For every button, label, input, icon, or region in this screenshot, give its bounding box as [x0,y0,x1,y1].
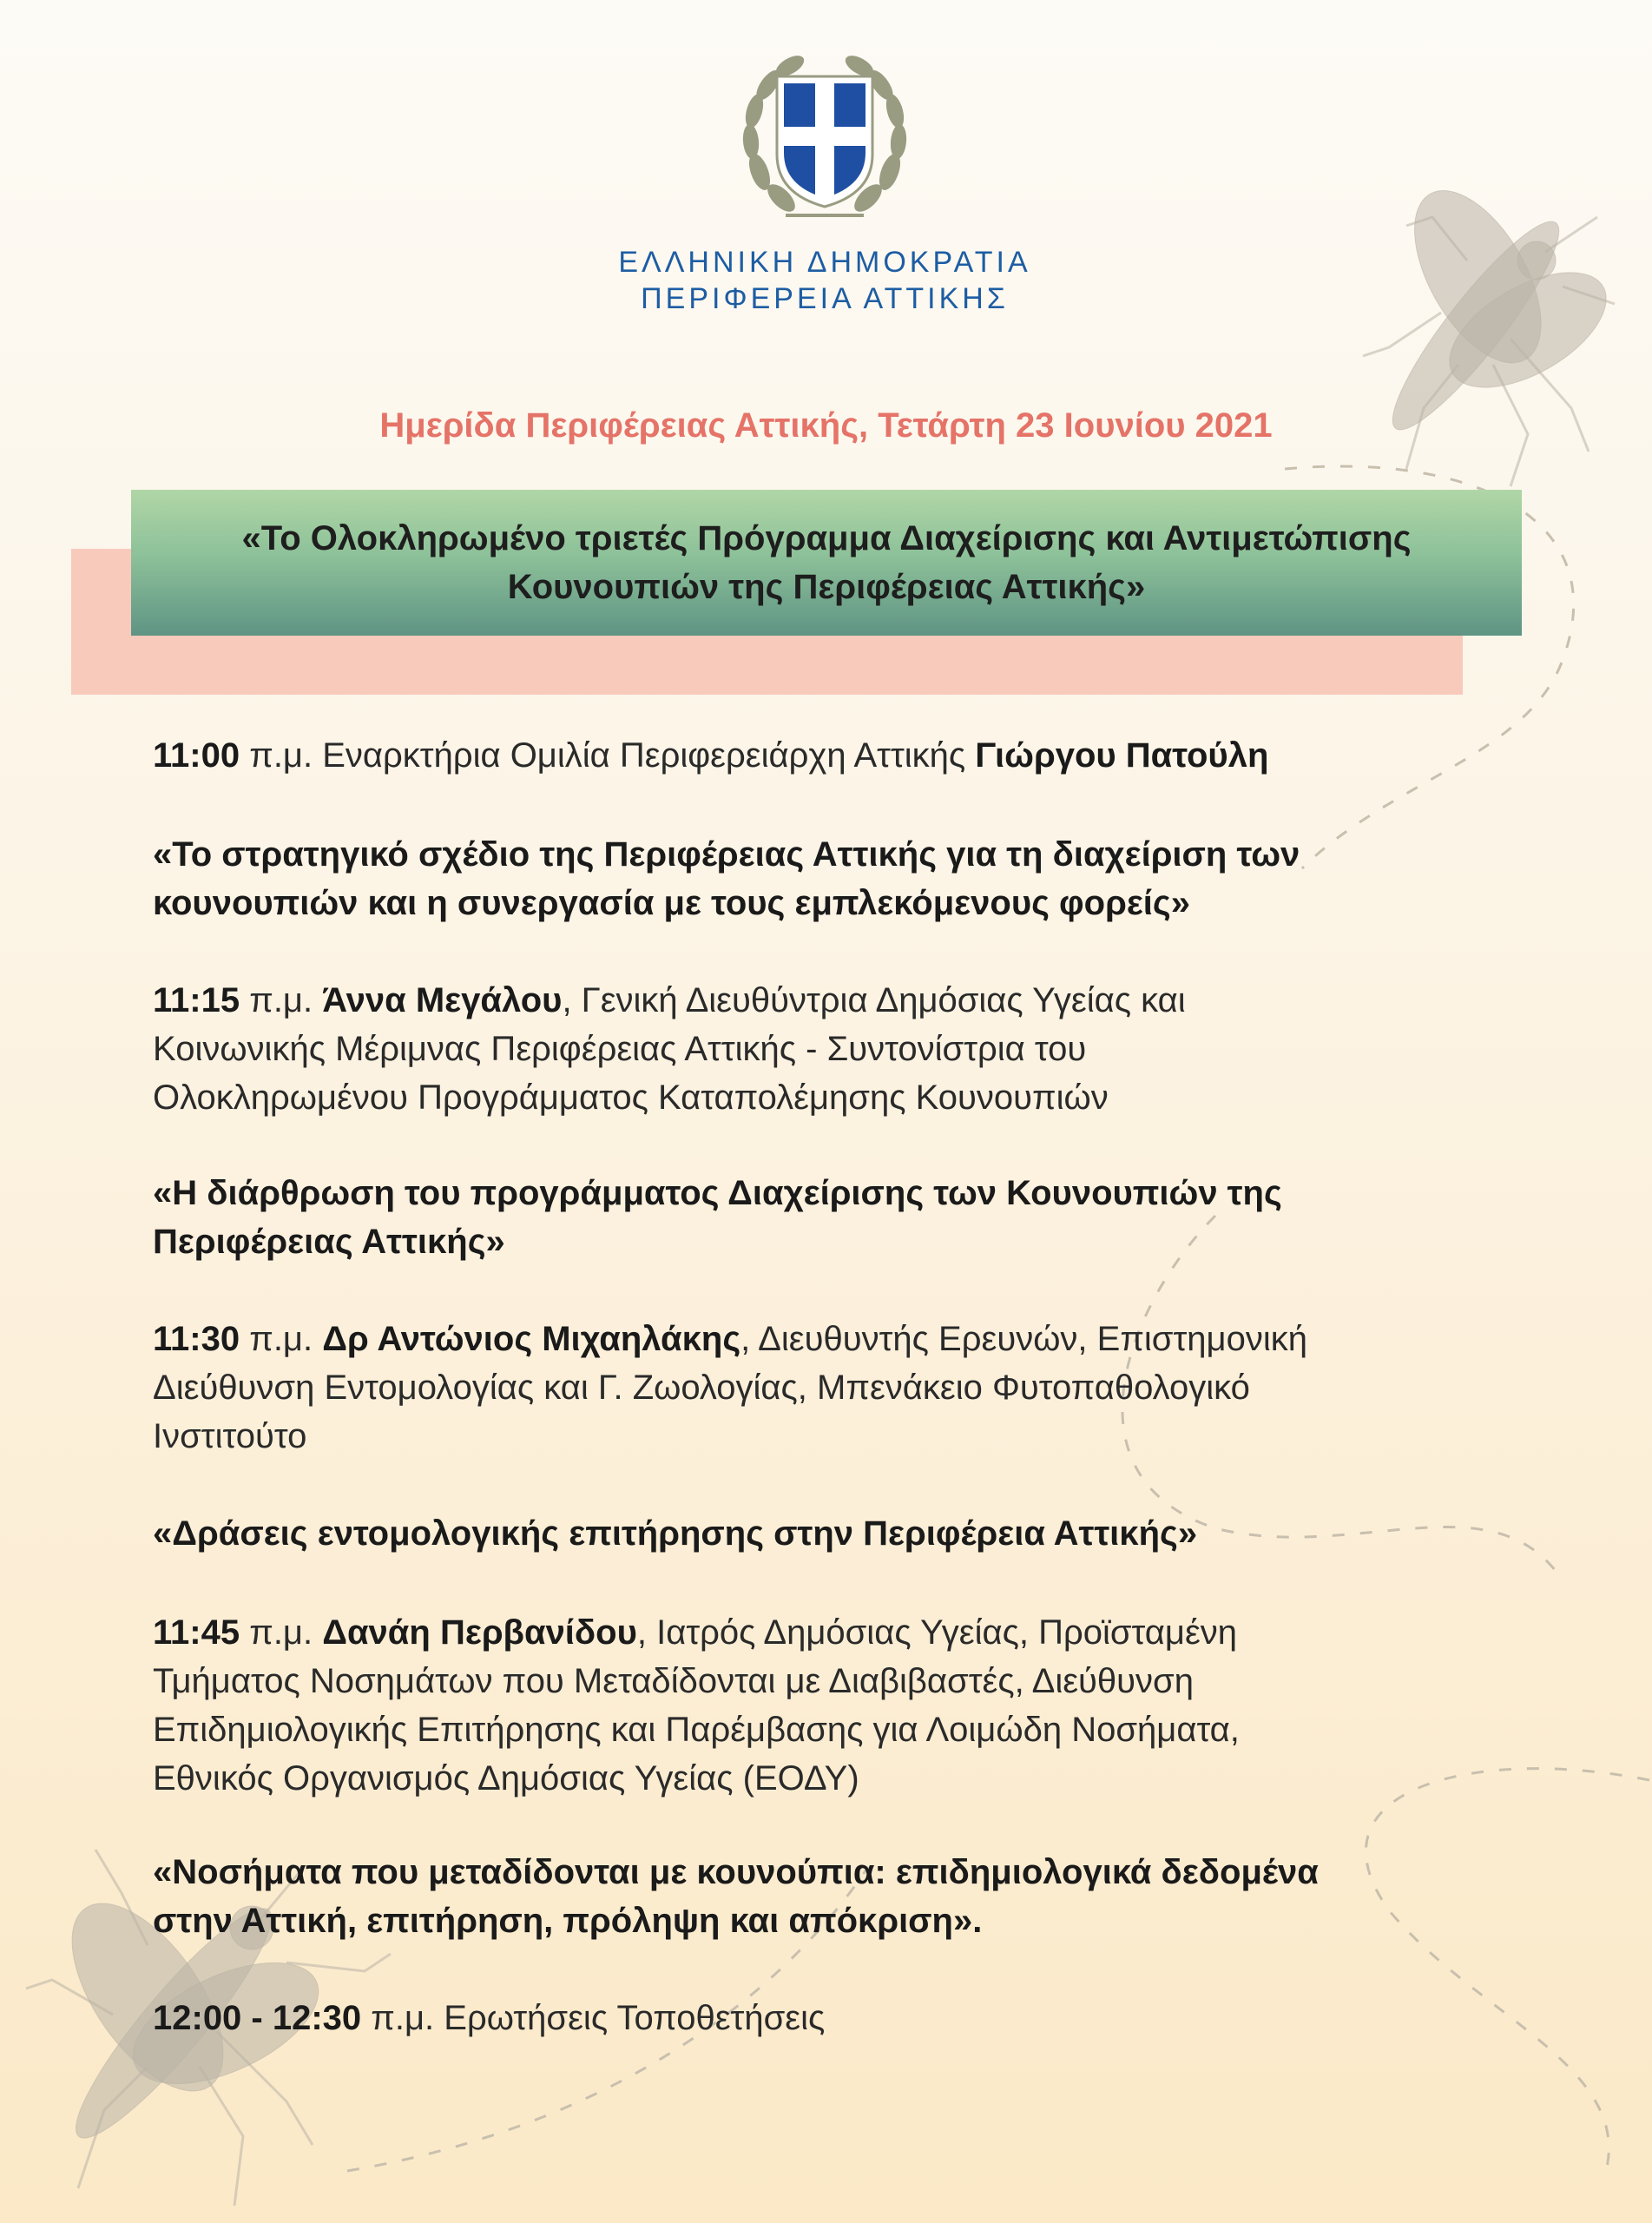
talk-title-line: στην Αττική, επιτήρηση, πρόληψη και απόκριση». [153,1902,983,1940]
agenda-time: 12:00 - 12:30 [153,1999,362,2037]
agenda-speaker: Άννα Μεγάλου [322,981,563,1019]
agenda-time-suffix: π.μ. [240,1613,323,1652]
agenda-time: 11:45 [153,1613,240,1652]
agenda-role: Εθνικός Οργανισμός Δημόσιας Υγείας (ΕΟΔΥ) [153,1759,859,1798]
agenda-role: Ολοκληρωμένου Προγράμματος Καταπολέμησης Κουνουπιών [153,1079,1109,1117]
talk-title-program-structure [153,1169,1507,1266]
authority-name-line2: ΠΕΡΙΦΕΡΕΙΑ ΑΤΤΙΚΗΣ [641,282,1009,315]
agenda-time: 11:00 [153,736,240,775]
banner-title-line2: Κουνουπιών της Περιφέρειας Αττικής» [507,568,1146,606]
talk-title-strategic-plan [153,830,1507,927]
talk-title-line: «Η διάρθρωση του προγράμματος Διαχείρισης των Κουνουπιών της [153,1174,1282,1212]
agenda-description: Ερωτήσεις Τοποθετήσεις [444,1999,826,2037]
agenda-item-1145 [153,1608,1507,1803]
agenda-time-suffix: π.μ. [240,981,323,1019]
talk-title-line: κουνουπιών και η συνεργασία με τους εμπλεκόμενους φορείς» [153,884,1190,922]
agenda-time: 11:15 [153,981,240,1019]
agenda-item-1130 [153,1315,1507,1461]
agenda-speaker: Δρ Αντώνιος Μιχαηλάκης [322,1320,741,1358]
talk-title-entomological-surveillance [153,1509,1507,1558]
agenda-item-1115 [153,976,1507,1122]
agenda-speaker: Γιώργου Πατούλη [975,736,1269,775]
agenda-role: , Διευθυντής Ερευνών, Επιστημονική [740,1320,1307,1358]
agenda-time-suffix: π.μ. [240,736,313,775]
talk-title-line: Περιφέρειας Αττικής» [153,1223,505,1261]
talk-title-mosquito-diseases [153,1848,1507,1945]
agenda-speaker: Δανάη Περβανίδου [322,1613,637,1652]
greek-coat-of-arms-icon [734,50,916,233]
authority-name-line1: ΕΛΛΗΝΙΚΗ ΔΗΜΟΚΡΑΤΙΑ [618,246,1031,279]
agenda-role: Τμήματος Νοσημάτων που Μεταδίδονται με Διαβιβαστές, Διεύθυνση [153,1662,1194,1700]
talk-title-line: «Το στρατηγικό σχέδιο της Περιφέρειας Αττικής για τη διαχείριση των [153,835,1300,874]
agenda-role: Κοινωνικής Μέριμνας Περιφέρειας Αττικής - Συντονίστρια του [153,1030,1087,1068]
agenda-time: 11:30 [153,1320,240,1358]
banner-title-line1: «Το Ολοκληρωμένο τριετές Πρόγραμμα Διαχείρισης και Αντιμετώπισης [241,519,1412,557]
event-date-line: Ημερίδα Περιφέρειας Αττικής, Τετάρτη 23 Ιουνίου 2021 [379,406,1273,445]
talk-title-line: «Δράσεις εντομολογικής επιτήρησης στην Περιφέρεια Αττικής» [153,1514,1198,1553]
agenda-role: , Γενική Διευθύντρια Δημόσιας Υγείας και [562,981,1186,1019]
program-title-banner [131,490,1522,636]
agenda-item-1200 [153,1994,1507,2042]
agenda-role: , Ιατρός Δημόσιας Υγείας, Προϊσταμένη [636,1613,1238,1652]
agenda-description: Εναρκτήρια Ομιλία Περιφερειάρχη Αττικής [313,736,976,775]
agenda-time-suffix: π.μ. [240,1320,323,1358]
agenda-role: Ινστιτούτο [153,1417,307,1455]
agenda-role: Διεύθυνση Εντομολογίας και Γ. Ζωολογίας, Μπενάκειο Φυτοπαθολογικό [153,1369,1250,1407]
agenda-item-1100 [153,731,1507,780]
agenda-time-suffix: π.μ. [361,1999,444,2037]
talk-title-line: «Νοσήματα που μεταδίδονται με κουνούπια: επιδημιολογικά δεδομένα [153,1853,1319,1891]
agenda-role: Επιδημιολογικής Επιτήρησης και Παρέμβασης για Λοιμώδη Νοσήματα, [153,1711,1240,1749]
